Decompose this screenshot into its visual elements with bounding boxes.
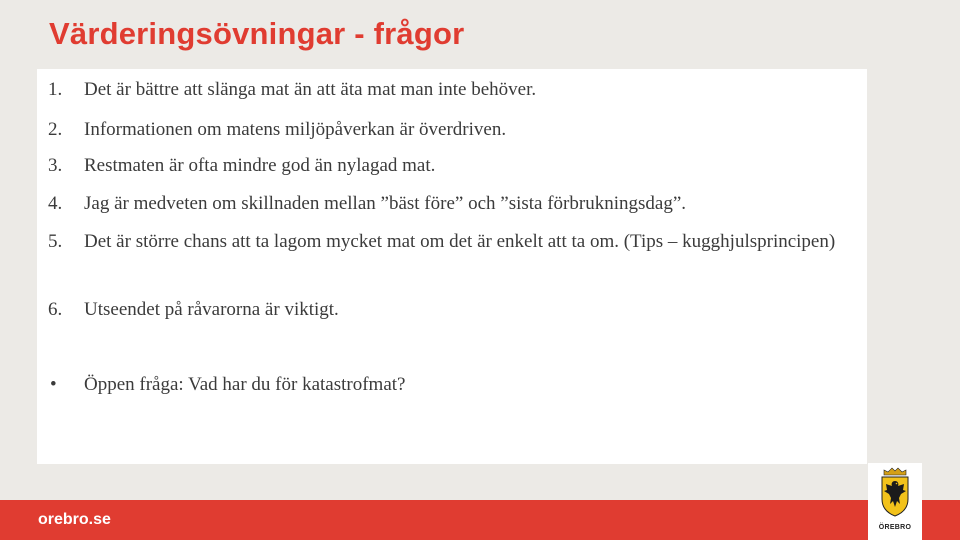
list-item-number: 4.: [48, 193, 63, 214]
list-item-text: Det är bättre att slänga mat än att äta mat man inte behöver.: [84, 79, 537, 100]
list-item-number: 6.: [48, 299, 63, 320]
list-item-text: Utseendet på råvarorna är viktigt.: [84, 299, 339, 320]
footer-website-link[interactable]: orebro.se: [38, 511, 111, 528]
list-item-text: Det är större chans att ta lagom mycket mat om det är enkelt att ta om. (Tips – kugghjulsprincipen): [84, 231, 836, 252]
orebro-logo: [868, 463, 922, 540]
footer-bar: [0, 500, 960, 540]
list-item-text: Informationen om matens miljöpåverkan är överdriven.: [84, 119, 507, 140]
logo-text: ÖREBRO: [878, 524, 912, 531]
list-item-number: 3.: [48, 155, 63, 176]
content-panel: [37, 69, 867, 464]
orebro-coat-of-arms-icon: [868, 463, 922, 525]
list-item-number: 5.: [48, 231, 63, 252]
list-item-text: Jag är medveten om skillnaden mellan ”bäst före” och ”sista förbrukningsdag”.: [84, 193, 686, 214]
list-item-number: 2.: [48, 119, 63, 140]
bullet-text: Öppen fråga: Vad har du för katastrofmat?: [84, 374, 406, 395]
list-item-number: 1.: [48, 79, 63, 100]
bullet-marker: •: [50, 374, 57, 395]
list-item-text: Restmaten är ofta mindre god än nylagad mat.: [84, 155, 436, 176]
slide-title: Värderingsövningar - frågor: [49, 16, 465, 51]
